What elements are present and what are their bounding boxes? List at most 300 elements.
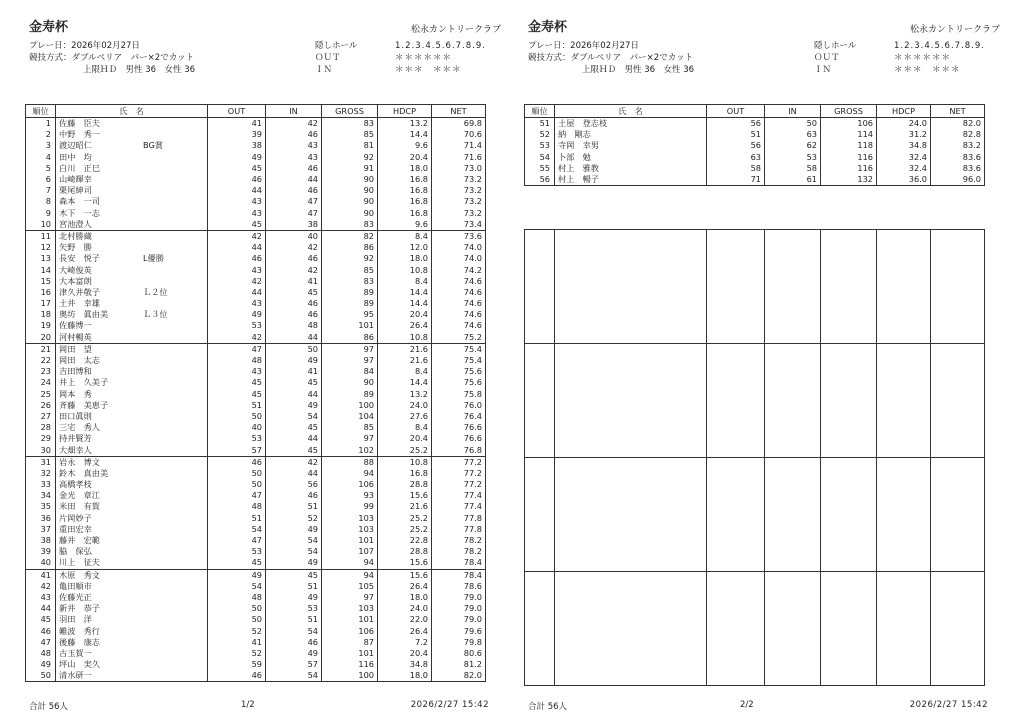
rank-cell: 15 [26, 276, 56, 287]
rank-cell: 4 [26, 152, 56, 163]
empty-cell [931, 230, 985, 344]
handicap-cell: 27.6 [378, 411, 432, 422]
gross-score-cell: 81 [322, 140, 378, 151]
out-score-cell: 52 [208, 625, 266, 636]
out-score-cell: 45 [208, 557, 266, 569]
table-row [26, 264, 486, 275]
rank-cell: 36 [26, 513, 56, 524]
net-score-cell: 73.2 [432, 208, 486, 219]
empty-row-block [525, 344, 985, 458]
handicap-cell: 25.2 [378, 513, 432, 524]
in-score-cell: 46 [266, 185, 322, 196]
player-name: 井上 久美子 [59, 377, 109, 388]
net-score-cell: 77.8 [432, 513, 486, 524]
player-name-cell [56, 196, 208, 207]
rank-cell: 28 [26, 422, 56, 433]
table-row [26, 670, 486, 682]
player-name-cell [56, 479, 208, 490]
award-note: Ｌ３位 [143, 309, 168, 320]
rank-cell: 56 [525, 174, 555, 186]
gross-score-cell: 101 [322, 614, 378, 625]
player-name-cell [56, 603, 208, 614]
handicap-cell: 24.0 [378, 603, 432, 614]
table-row [26, 152, 486, 163]
in-score-cell: 47 [266, 196, 322, 207]
in-score-cell: 56 [266, 479, 322, 490]
player-name: 難波 秀行 [59, 625, 100, 636]
net-score-cell: 77.2 [432, 468, 486, 479]
net-score-cell: 74.0 [432, 242, 486, 253]
in-score-cell: 40 [266, 230, 322, 242]
net-score-cell: 81.2 [432, 659, 486, 670]
out-score-cell: 39 [208, 129, 266, 140]
rank-cell: 53 [525, 140, 555, 151]
player-name-cell [56, 490, 208, 501]
net-score-cell: 78.4 [432, 557, 486, 569]
page-2 [524, 0, 1004, 724]
player-name-cell [56, 468, 208, 479]
table-row [26, 400, 486, 411]
net-score-cell: 76.6 [432, 433, 486, 444]
empty-cell [765, 344, 821, 458]
footer-total: 合計 56人 [528, 702, 568, 712]
gross-score-cell: 103 [322, 603, 378, 614]
gross-score-cell: 105 [322, 581, 378, 592]
in-score-cell: 38 [266, 219, 322, 231]
handicap-cell: 14.4 [378, 298, 432, 309]
net-score-cell: 79.0 [432, 614, 486, 625]
net-score-cell: 79.0 [432, 603, 486, 614]
table-row [26, 320, 486, 331]
score-table [25, 104, 486, 682]
net-score-cell: 71.4 [432, 140, 486, 151]
gross-score-cell: 91 [322, 163, 378, 174]
footer-datetime: 2026/2/27 15:42 [909, 700, 988, 710]
out-score-cell: 58 [707, 163, 765, 174]
in-score-cell: 49 [266, 648, 322, 659]
net-score-cell: 75.4 [432, 355, 486, 366]
out-hidden-value: ＊＊＊＊＊＊ [395, 53, 453, 63]
player-name-cell [555, 129, 707, 140]
player-name-cell [56, 377, 208, 388]
out-score-cell: 43 [208, 298, 266, 309]
in-score-cell: 46 [266, 309, 322, 320]
rank-cell: 41 [26, 569, 56, 581]
handicap-cell: 21.6 [378, 343, 432, 355]
table-row [26, 287, 486, 298]
table-row [525, 174, 985, 186]
net-score-cell: 83.6 [931, 152, 985, 163]
in-score-cell: 46 [266, 253, 322, 264]
rank-cell: 42 [26, 581, 56, 592]
player-name: 宮池澄人 [59, 218, 92, 229]
player-name: 長安 悦子 [59, 253, 100, 264]
table-row [26, 557, 486, 569]
handicap-cell: 9.6 [378, 140, 432, 151]
in-score-cell: 48 [266, 320, 322, 331]
hidden-hole-value: 1.2.3.4.5.6.7.8.9. [395, 41, 486, 51]
player-name: 新井 恭子 [59, 603, 100, 614]
rank-cell: 25 [26, 389, 56, 400]
out-score-cell: 49 [208, 309, 266, 320]
column-header: 順位 [26, 105, 56, 118]
player-name: 卜部 勉 [558, 151, 591, 162]
table-row [26, 276, 486, 287]
table-row [26, 366, 486, 377]
out-score-cell: 59 [208, 659, 266, 670]
out-score-cell: 51 [208, 400, 266, 411]
out-score-cell: 50 [208, 614, 266, 625]
net-score-cell: 74.6 [432, 320, 486, 331]
gross-score-cell: 97 [322, 355, 378, 366]
handicap-cell: 34.8 [378, 659, 432, 670]
rank-cell: 32 [26, 468, 56, 479]
gross-score-cell: 116 [821, 152, 877, 163]
out-score-cell: 50 [208, 479, 266, 490]
gross-score-cell: 116 [322, 659, 378, 670]
handicap-cell: 21.6 [378, 501, 432, 512]
net-score-cell: 76.8 [432, 444, 486, 456]
in-score-cell: 51 [266, 501, 322, 512]
in-score-cell: 44 [266, 174, 322, 185]
player-name-cell [56, 444, 208, 456]
empty-cell [877, 344, 931, 458]
footer-page-number: 2/2 [740, 700, 754, 710]
gross-score-cell: 89 [322, 298, 378, 309]
in-score-cell: 46 [266, 163, 322, 174]
gross-score-cell: 88 [322, 456, 378, 468]
player-name: 藤井 宏範 [59, 535, 100, 546]
out-score-cell: 46 [208, 456, 266, 468]
player-name: 木原 秀文 [59, 569, 100, 580]
net-score-cell: 74.6 [432, 298, 486, 309]
gross-score-cell: 114 [821, 129, 877, 140]
gross-score-cell: 90 [322, 377, 378, 388]
table-row [26, 219, 486, 231]
out-score-cell: 44 [208, 185, 266, 196]
out-score-cell: 57 [208, 444, 266, 456]
player-name-cell [56, 422, 208, 433]
net-score-cell: 73.0 [432, 163, 486, 174]
out-score-cell: 51 [707, 129, 765, 140]
rank-cell: 17 [26, 298, 56, 309]
competition-format: 競技方式：ダブルペリア パー×2でカット [528, 53, 694, 63]
player-name-cell [56, 592, 208, 603]
rank-cell: 6 [26, 174, 56, 185]
player-name: 坪山 実久 [59, 659, 100, 670]
out-score-cell: 54 [208, 524, 266, 535]
gross-score-cell: 118 [821, 140, 877, 151]
rank-cell: 40 [26, 557, 56, 569]
out-score-cell: 44 [208, 287, 266, 298]
handicap-cell: 28.8 [378, 546, 432, 557]
rank-cell: 7 [26, 185, 56, 196]
club-name: 松永カントリークラブ [410, 25, 501, 35]
handicap-cell: 8.4 [378, 366, 432, 377]
in-score-cell: 51 [266, 581, 322, 592]
handicap-cell: 21.6 [378, 355, 432, 366]
gross-score-cell: 82 [322, 230, 378, 242]
in-score-cell: 45 [266, 422, 322, 433]
player-name-cell [56, 129, 208, 140]
net-score-cell: 77.2 [432, 479, 486, 490]
player-name: 斉藤 美恵子 [59, 399, 109, 410]
player-name: 脇 保弘 [59, 546, 92, 557]
player-name: 渡辺昭仁 [59, 140, 92, 151]
in-score-cell: 43 [266, 152, 322, 163]
net-score-cell: 76.6 [432, 422, 486, 433]
net-score-cell: 74.2 [432, 264, 486, 275]
handicap-cell: 32.4 [877, 152, 931, 163]
in-score-cell: 49 [266, 355, 322, 366]
player-name-cell [56, 433, 208, 444]
gross-score-cell: 94 [322, 557, 378, 569]
table-row [26, 625, 486, 636]
gross-score-cell: 87 [322, 637, 378, 648]
table-row [26, 118, 486, 130]
empty-cell [525, 344, 555, 458]
gross-score-cell: 90 [322, 208, 378, 219]
rank-cell: 2 [26, 129, 56, 140]
gross-score-cell: 97 [322, 343, 378, 355]
hidden-hole-value: 1.2.3.4.5.6.7.8.9. [894, 41, 985, 51]
player-name-cell [56, 219, 208, 231]
player-name-cell [555, 163, 707, 174]
empty-cell [555, 344, 707, 458]
table-row [525, 152, 985, 163]
player-name-cell [56, 625, 208, 636]
empty-cell [555, 572, 707, 686]
in-label: ＩＮ [814, 65, 832, 75]
table-row [26, 637, 486, 648]
player-name: 羽田 洋 [59, 614, 92, 625]
table-row [26, 140, 486, 151]
gross-score-cell: 86 [322, 332, 378, 344]
player-name-cell [56, 174, 208, 185]
handicap-limits: 上限ＨＤ 男性 36 女性 36 [582, 65, 695, 75]
rank-cell: 34 [26, 490, 56, 501]
gross-score-cell: 93 [322, 490, 378, 501]
column-header: IN [266, 105, 322, 118]
out-score-cell: 41 [208, 118, 266, 130]
out-score-cell: 46 [208, 670, 266, 682]
rank-cell: 9 [26, 208, 56, 219]
handicap-cell: 26.4 [378, 625, 432, 636]
gross-score-cell: 95 [322, 309, 378, 320]
player-name-cell [56, 355, 208, 366]
handicap-cell: 8.4 [378, 276, 432, 287]
player-name: 佐藤博一 [59, 320, 92, 331]
player-name: 片岡妙子 [59, 512, 92, 523]
handicap-cell: 14.4 [378, 377, 432, 388]
out-score-cell: 53 [208, 546, 266, 557]
handicap-cell: 24.0 [877, 118, 931, 130]
page-1 [25, 0, 505, 724]
rank-cell: 18 [26, 309, 56, 320]
out-score-cell: 49 [208, 152, 266, 163]
out-score-cell: 42 [208, 332, 266, 344]
player-name: 佐藤光正 [59, 591, 92, 602]
player-name: 木下 一志 [59, 207, 100, 218]
table-row [525, 118, 985, 130]
gross-score-cell: 107 [322, 546, 378, 557]
handicap-cell: 15.6 [378, 569, 432, 581]
gross-score-cell: 83 [322, 219, 378, 231]
in-score-cell: 46 [266, 129, 322, 140]
rank-cell: 19 [26, 320, 56, 331]
handicap-cell: 16.8 [378, 208, 432, 219]
handicap-cell: 16.8 [378, 185, 432, 196]
column-header: 順位 [525, 105, 555, 118]
table-row [26, 456, 486, 468]
empty-cell [931, 344, 985, 458]
in-score-cell: 62 [765, 140, 821, 151]
player-name: 村上 暢子 [558, 174, 599, 185]
gross-score-cell: 101 [322, 535, 378, 546]
empty-cell [931, 458, 985, 572]
rank-cell: 26 [26, 400, 56, 411]
rank-cell: 8 [26, 196, 56, 207]
handicap-cell: 20.4 [378, 152, 432, 163]
rank-cell: 10 [26, 219, 56, 231]
handicap-cell: 28.8 [378, 479, 432, 490]
player-name-cell [56, 298, 208, 309]
hidden-hole-label: 隠しホール [814, 41, 857, 51]
player-name-cell [56, 185, 208, 196]
gross-score-cell: 99 [322, 501, 378, 512]
out-score-cell: 71 [707, 174, 765, 186]
in-score-cell: 50 [765, 118, 821, 130]
table-row [26, 468, 486, 479]
out-score-cell: 50 [208, 411, 266, 422]
empty-cell [707, 458, 765, 572]
handicap-cell: 16.8 [378, 196, 432, 207]
table-row [26, 411, 486, 422]
table-row [26, 389, 486, 400]
player-name: 亀田順市 [59, 580, 92, 591]
player-name-cell [56, 557, 208, 569]
footer-page-number: 1/2 [241, 700, 255, 710]
empty-cell [821, 230, 877, 344]
table-row [26, 546, 486, 557]
net-score-cell: 74.6 [432, 276, 486, 287]
gross-score-cell: 100 [322, 400, 378, 411]
footer-datetime: 2026/2/27 15:42 [410, 700, 489, 710]
table-row [26, 614, 486, 625]
award-note: BG賞 [143, 140, 164, 151]
handicap-cell: 20.4 [378, 433, 432, 444]
empty-grid [524, 229, 985, 686]
handicap-cell: 15.6 [378, 490, 432, 501]
table-row [26, 603, 486, 614]
table-row [26, 298, 486, 309]
rank-cell: 54 [525, 152, 555, 163]
out-score-cell: 47 [208, 490, 266, 501]
player-name-cell [56, 264, 208, 275]
in-score-cell: 49 [266, 592, 322, 603]
player-name-cell [56, 637, 208, 648]
rank-cell: 51 [525, 118, 555, 130]
score-table [524, 104, 985, 186]
player-name-cell [56, 524, 208, 535]
net-score-cell: 82.0 [931, 118, 985, 130]
in-score-cell: 49 [266, 524, 322, 535]
out-score-cell: 53 [208, 320, 266, 331]
competition-format: 競技方式：ダブルペリア パー×2でカット [29, 53, 195, 63]
in-score-cell: 51 [266, 614, 322, 625]
gross-score-cell: 94 [322, 468, 378, 479]
in-score-cell: 42 [266, 264, 322, 275]
handicap-cell: 20.4 [378, 648, 432, 659]
player-name: 田中 均 [59, 151, 92, 162]
out-score-cell: 63 [707, 152, 765, 163]
empty-cell [877, 572, 931, 686]
out-score-cell: 48 [208, 592, 266, 603]
table-row [26, 535, 486, 546]
rank-cell: 11 [26, 230, 56, 242]
rank-cell: 46 [26, 625, 56, 636]
gross-score-cell: 90 [322, 196, 378, 207]
player-name-cell [56, 287, 208, 298]
net-score-cell: 75.2 [432, 332, 486, 344]
player-name-cell [555, 118, 707, 130]
rank-cell: 50 [26, 670, 56, 682]
net-score-cell: 82.0 [432, 670, 486, 682]
in-score-cell: 53 [266, 603, 322, 614]
net-score-cell: 79.0 [432, 592, 486, 603]
net-score-cell: 73.2 [432, 185, 486, 196]
handicap-cell: 31.2 [877, 129, 931, 140]
in-score-cell: 42 [266, 456, 322, 468]
table-row [26, 355, 486, 366]
in-score-cell: 54 [266, 546, 322, 557]
footer-total: 合計 56人 [29, 702, 69, 712]
player-name-cell [56, 581, 208, 592]
out-score-cell: 43 [208, 264, 266, 275]
net-score-cell: 78.2 [432, 535, 486, 546]
handicap-cell: 8.4 [378, 422, 432, 433]
in-score-cell: 43 [266, 140, 322, 151]
player-name-cell [56, 140, 208, 151]
player-name-cell [56, 614, 208, 625]
net-score-cell: 77.4 [432, 490, 486, 501]
handicap-cell: 32.4 [877, 163, 931, 174]
rank-cell: 21 [26, 343, 56, 355]
table-row [26, 230, 486, 242]
player-name-cell [56, 501, 208, 512]
player-name: 奥坊 眞由美 [59, 309, 109, 320]
table-row [26, 242, 486, 253]
gross-score-cell: 101 [322, 320, 378, 331]
gross-score-cell: 83 [322, 276, 378, 287]
award-note: L優勝 [143, 253, 164, 264]
out-score-cell: 49 [208, 569, 266, 581]
table-row [26, 343, 486, 355]
award-note: Ｌ２位 [143, 286, 168, 297]
table-row [26, 185, 486, 196]
play-date: プレー日：2026年02月27日 [29, 41, 140, 51]
out-score-cell: 48 [208, 355, 266, 366]
out-score-cell: 41 [208, 637, 266, 648]
club-name: 松永カントリークラブ [909, 25, 1000, 35]
player-name-cell [56, 535, 208, 546]
gross-score-cell: 85 [322, 264, 378, 275]
handicap-cell: 36.0 [877, 174, 931, 186]
table-row [26, 581, 486, 592]
handicap-cell: 24.0 [378, 400, 432, 411]
player-name-cell [56, 400, 208, 411]
player-name: 川上 征夫 [59, 557, 100, 568]
